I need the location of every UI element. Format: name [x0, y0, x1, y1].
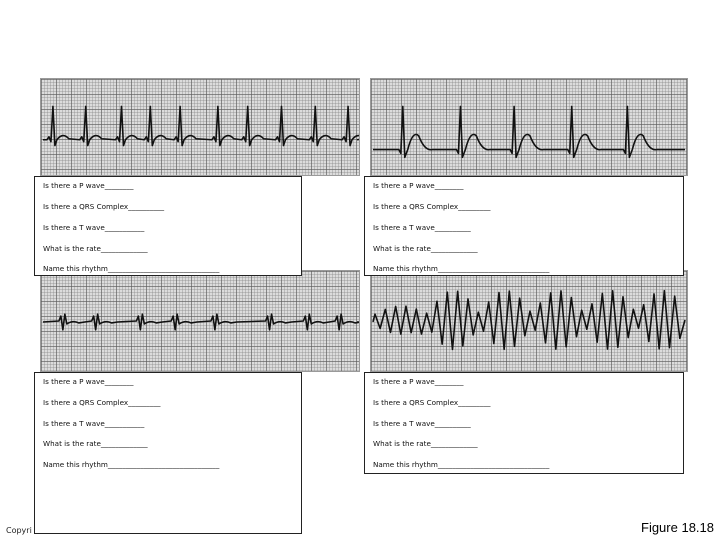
question-p-wave: Is there a P wave________ [43, 377, 134, 386]
question-rate: What is the rate_____________ [373, 244, 478, 253]
question-box-1 [34, 176, 302, 276]
ecg-strip-3 [40, 270, 360, 372]
question-rate: What is the rate_____________ [43, 244, 148, 253]
question-rhythm: Name this rhythm_______________________________ [43, 460, 220, 469]
question-t-wave: Is there a T wave___________ [43, 223, 145, 232]
question-qrs-complex: Is there a QRS Complex_________ [373, 398, 491, 407]
question-box-2 [364, 176, 684, 276]
ecg-trace-4 [371, 271, 687, 371]
question-rhythm: Name this rhythm_______________________________ [43, 264, 220, 273]
ecg-trace-3 [41, 271, 359, 371]
question-box-4 [364, 372, 684, 474]
question-qrs-complex: Is there a QRS Complex_________ [43, 398, 161, 407]
question-p-wave: Is there a P wave________ [373, 377, 464, 386]
question-rhythm: Name this rhythm_______________________________ [373, 460, 550, 469]
ecg-trace-2 [371, 79, 687, 175]
ecg-strip-4 [370, 270, 688, 372]
question-t-wave: Is there a T wave___________ [43, 419, 145, 428]
ecg-trace-1 [41, 79, 359, 175]
ecg-strip-1 [40, 78, 360, 176]
question-box-3 [34, 372, 302, 534]
question-t-wave: Is there a T wave__________ [373, 223, 471, 232]
figure-label: Figure 18.18 [641, 520, 714, 535]
copyright-text: Copyri [6, 526, 32, 535]
question-rate: What is the rate_____________ [373, 439, 478, 448]
question-p-wave: Is there a P wave________ [373, 181, 464, 190]
question-t-wave: Is there a T wave__________ [373, 419, 471, 428]
question-qrs-complex: Is there a QRS Complex_________ [373, 202, 491, 211]
question-rate: What is the rate_____________ [43, 439, 148, 448]
question-rhythm: Name this rhythm_______________________________ [373, 264, 550, 273]
question-qrs-complex: Is there a QRS Complex__________ [43, 202, 165, 211]
question-p-wave: Is there a P wave________ [43, 181, 134, 190]
ecg-strip-2 [370, 78, 688, 176]
